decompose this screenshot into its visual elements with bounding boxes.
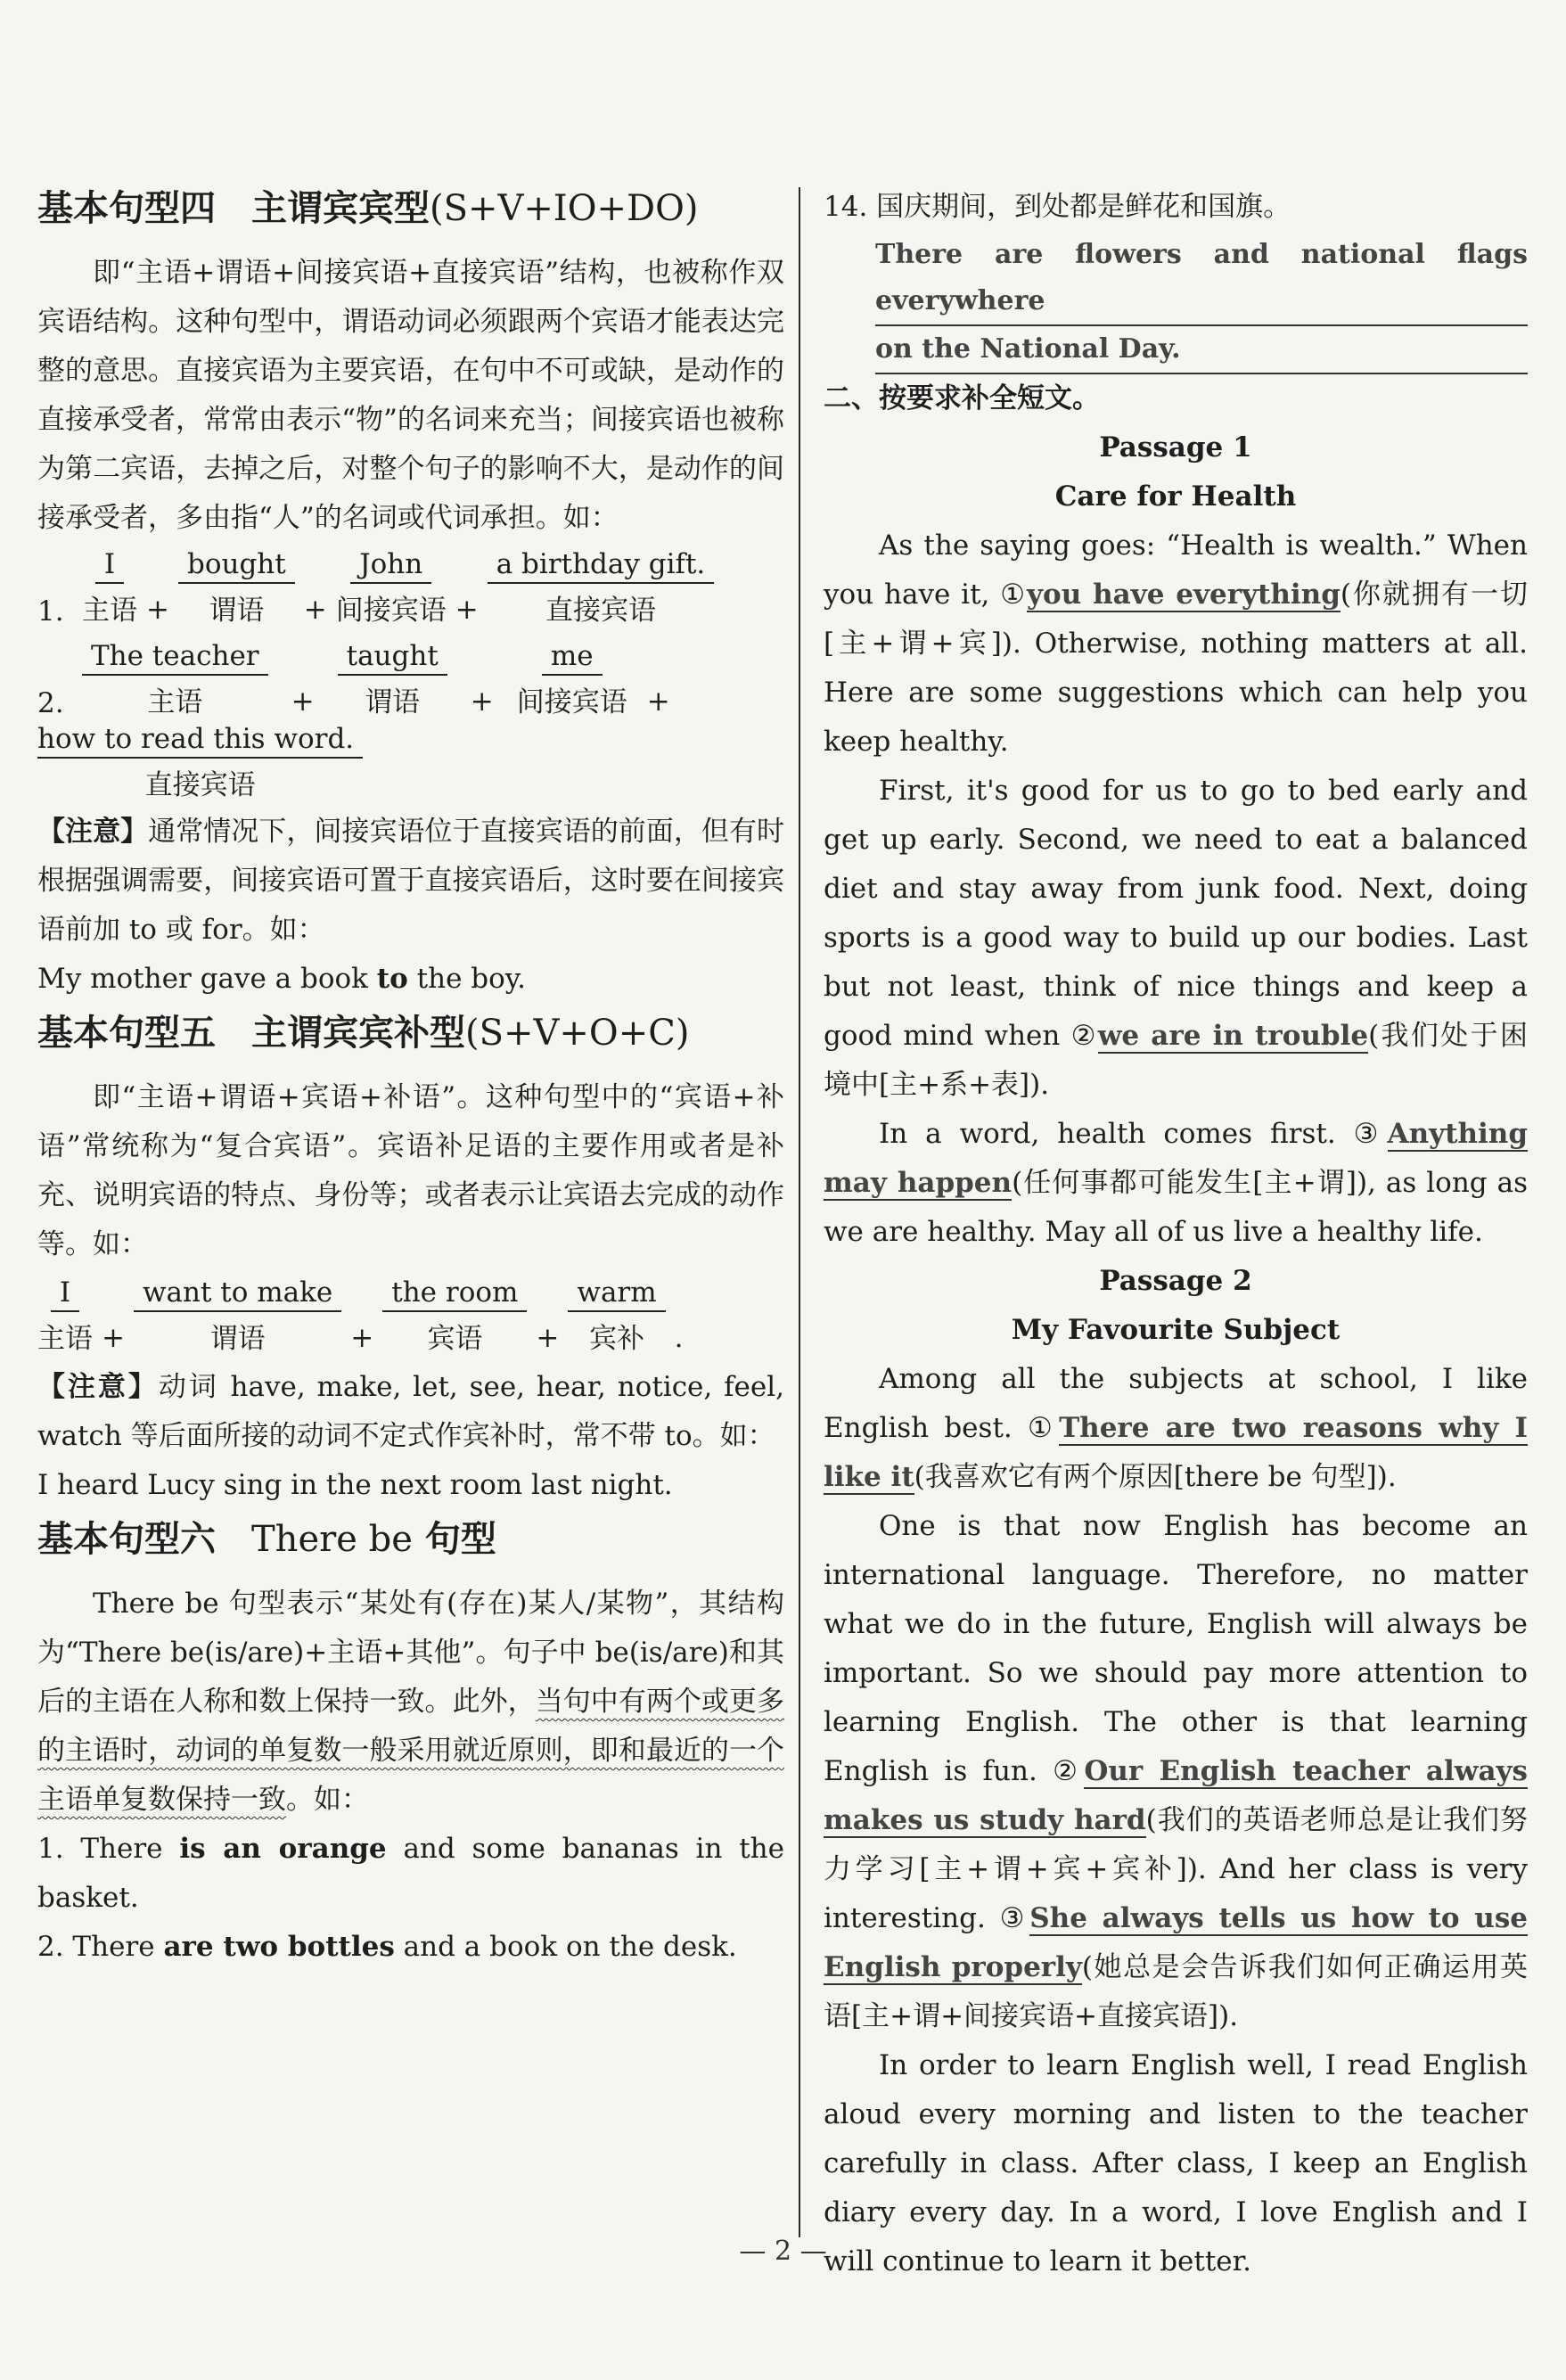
page-number: — 2 — [739,2236,827,2267]
ex1-subject: I 主语 [82,548,137,627]
heading-pattern-5 [37,1007,784,1059]
note-4-example: My mother gave a book to the boy. [37,963,527,995]
ex3-verb: want to make 谓语 [134,1276,341,1356]
heading-pattern-4 [37,183,784,234]
heading-4-cn: 基本句型四 主谓宾宾型 [37,188,430,229]
heading-pattern-6: 基本句型六 There be 句型 [37,1519,496,1560]
question-14-answer: There are flowers and national flags everywhere on the National Day. [824,232,1528,374]
blank-answer-1-1: you have everything [1027,579,1341,611]
pattern-6-example-1: 1. There is an orange and some bananas in the basket. [37,1833,784,1914]
ex1-indirect-object: John 间接宾语 [335,548,447,627]
note-4-text: 通常情况下，间接宾语位于直接宾语的前面，但有时根据强调需要，间接宾语可置于直接宾语后，这时要在间接宾语前加 to 或 for。如： [37,816,784,946]
ex2-direct-object: how to read this word. 直接宾语 [37,723,363,802]
blank-answer-1-3: Anything may happen [824,1118,1528,1199]
note-5-text: 动词 have, make, let, see, hear, notice, feel, watch 等后面所接的动词不定式作宾补时，常不带 to。如： [37,1371,784,1452]
ex3-subject: I 主语 [37,1276,93,1355]
passage-2-para-1: Among all the subjects at school, I like English best. ①There are two reasons why I like it(我喜欢它有两个原因[there be 句型]). [824,1363,1528,1493]
pattern-4-desc: 即“主语+谓语+间接宾语+直接宾语”结构，也被称作双宾语结构。这种句型中，谓语动词必须跟两个宾语才能表达完整的意思。直接宾语为主要宾语，在句中不可或缺，是动作的直接承受者，常常由表示“物”的名词来充当；间接宾语也被称为第二宾语，去掉之后，对整个句子的影响不大，是动作的间接承受者，多由指“人”的名词或代词承担。如： [37,257,784,534]
passage-2-title: My Favourite Subject [1011,1314,1341,1346]
passage-2-para-2: One is that now English has become an international language. Therefore, no matter what we do in the future, English will always be important. So we should pay more attention to learning English. The other is that learning English is fun. ②Our English teacher always makes us study hard(我们的英语老师总是让我们努力学习[主+谓+宾+宾补]). And her class is very interesting. ③She always tells us how to use English properly(她总是会告诉我们如何正确运用英语[主+谓+间接宾语+直接宾语]). [824,1510,1529,2032]
note-5 [37,1363,784,1461]
passage-1-para-2: First, it's good for us to go to bed early and get up early. Second, we need to eat a balanced diet and stay away from junk food. Next, doing sports is a good way to build up our bodies. Last but not least, think of nice things and keep a good mind when ②we are in trouble(我们处于困境中[主+系+表]). [824,775,1528,1101]
heading-5-cn: 基本句型五 主谓宾宾补型 [37,1013,465,1054]
note-5-tag: 【注意】 [37,1371,159,1403]
ex2-verb: taught 谓语 [338,640,447,719]
note-4 [37,808,784,955]
note-4-tag: 【注意】 [37,816,149,848]
ex2-subject: The teacher 主语 [82,640,268,719]
passage-2-para-3: In order to learn English well, I read English aloud every morning and listen to the teacher carefully in class. After class, I keep an English diary every day. In a word, I love English and I will continue to learn it better. [824,2049,1528,2277]
right-column [824,183,1528,2286]
example-2-num: 2. [37,687,64,719]
passage-1-para-1: As the saying goes: “Health is wealth.” When you have it, ①you have everything(你就拥有一切[主+谓+宾]). Otherwise, nothing matters at all. Here are some suggestions which can help you keep healthy. [824,529,1529,758]
example-1: 1. I 主语 + bought 谓语 + John 间接宾语 + a birthday gift. 直接宾语 [37,548,784,628]
blank-answer-2-1: There are two reasons why I like it [824,1412,1528,1493]
pattern-5-desc: 即“主语+谓语+宾语+补语”。这种句型中的“宾语+补语”常统称为“复合宾语”。宾语补足语的主要作用或者是补充、说明宾语的特点、身份等；或者表示让宾语去完成的动作等。如： [37,1081,784,1260]
pattern-6-example-2: 2. There are two bottles and a book on the desk. [37,1931,737,1963]
blank-answer-2-3: She always tells us how to use English properly [824,1902,1529,1983]
ex1-direct-object: a birthday gift. 直接宾语 [488,548,715,628]
passage-1-title: Care for Health [1054,480,1297,513]
heading-4-en: (S+V+IO+DO) [430,188,699,229]
left-column [37,183,784,1972]
example-2-cont [37,723,784,802]
example-1-num: 1. [37,595,64,628]
passage-1-para-3: In a word, health comes first. ③Anything may happen(任何事都可能发生[主+谓]), as long as we are healthy. May all of us live a healthy life. [824,1118,1528,1248]
ex1-verb: bought 谓语 [178,548,295,628]
ex3-object: the room 宾语 [382,1276,527,1356]
example-2: 2. The teacher 主语 + taught 谓语 + me 间接宾语 + [37,640,670,719]
section-2-heading: 二、按要求补全短文。 [824,382,1100,414]
ex3-complement: warm 宾补 [568,1276,665,1356]
example-3: I 主语 + want to make 谓语 + the room 宾语 + warm 宾补 . [37,1276,684,1355]
blank-answer-2-2: Our English teacher always makes us study hard [824,1755,1529,1836]
question-14: 14. 国庆期间，到处都是鲜花和国旗。 [824,191,1291,223]
passage-2-label: Passage 2 [1099,1265,1252,1297]
ex2-indirect-object: me 间接宾语 [516,640,627,718]
column-divider [799,187,800,2237]
heading-5-en: (S+V+O+C) [465,1013,690,1054]
blank-answer-1-2: we are in trouble [1097,1020,1369,1052]
proximity-rule-highlight: 当句中有两个或更多的主语时，动词的单复数一般采用就近原则，即和最近的一个主语单复数保持一致 [37,1686,785,1816]
passage-1-label: Passage 1 [1099,431,1252,464]
note-5-example: I heard Lucy sing in the next room last night. [37,1469,673,1501]
pattern-6-desc: There be 句型表示“某处有(存在)某人/某物”，其结构为“There be(is/are)+主语+其他”。句子中 be(is/are)和其后的主语在人称和数上保持一致。此外，当句中有两个或更多的主语时，动词的单复数一般采用就近原则，即和最近的一个主语单复数保持一致。如： [37,1588,785,1816]
